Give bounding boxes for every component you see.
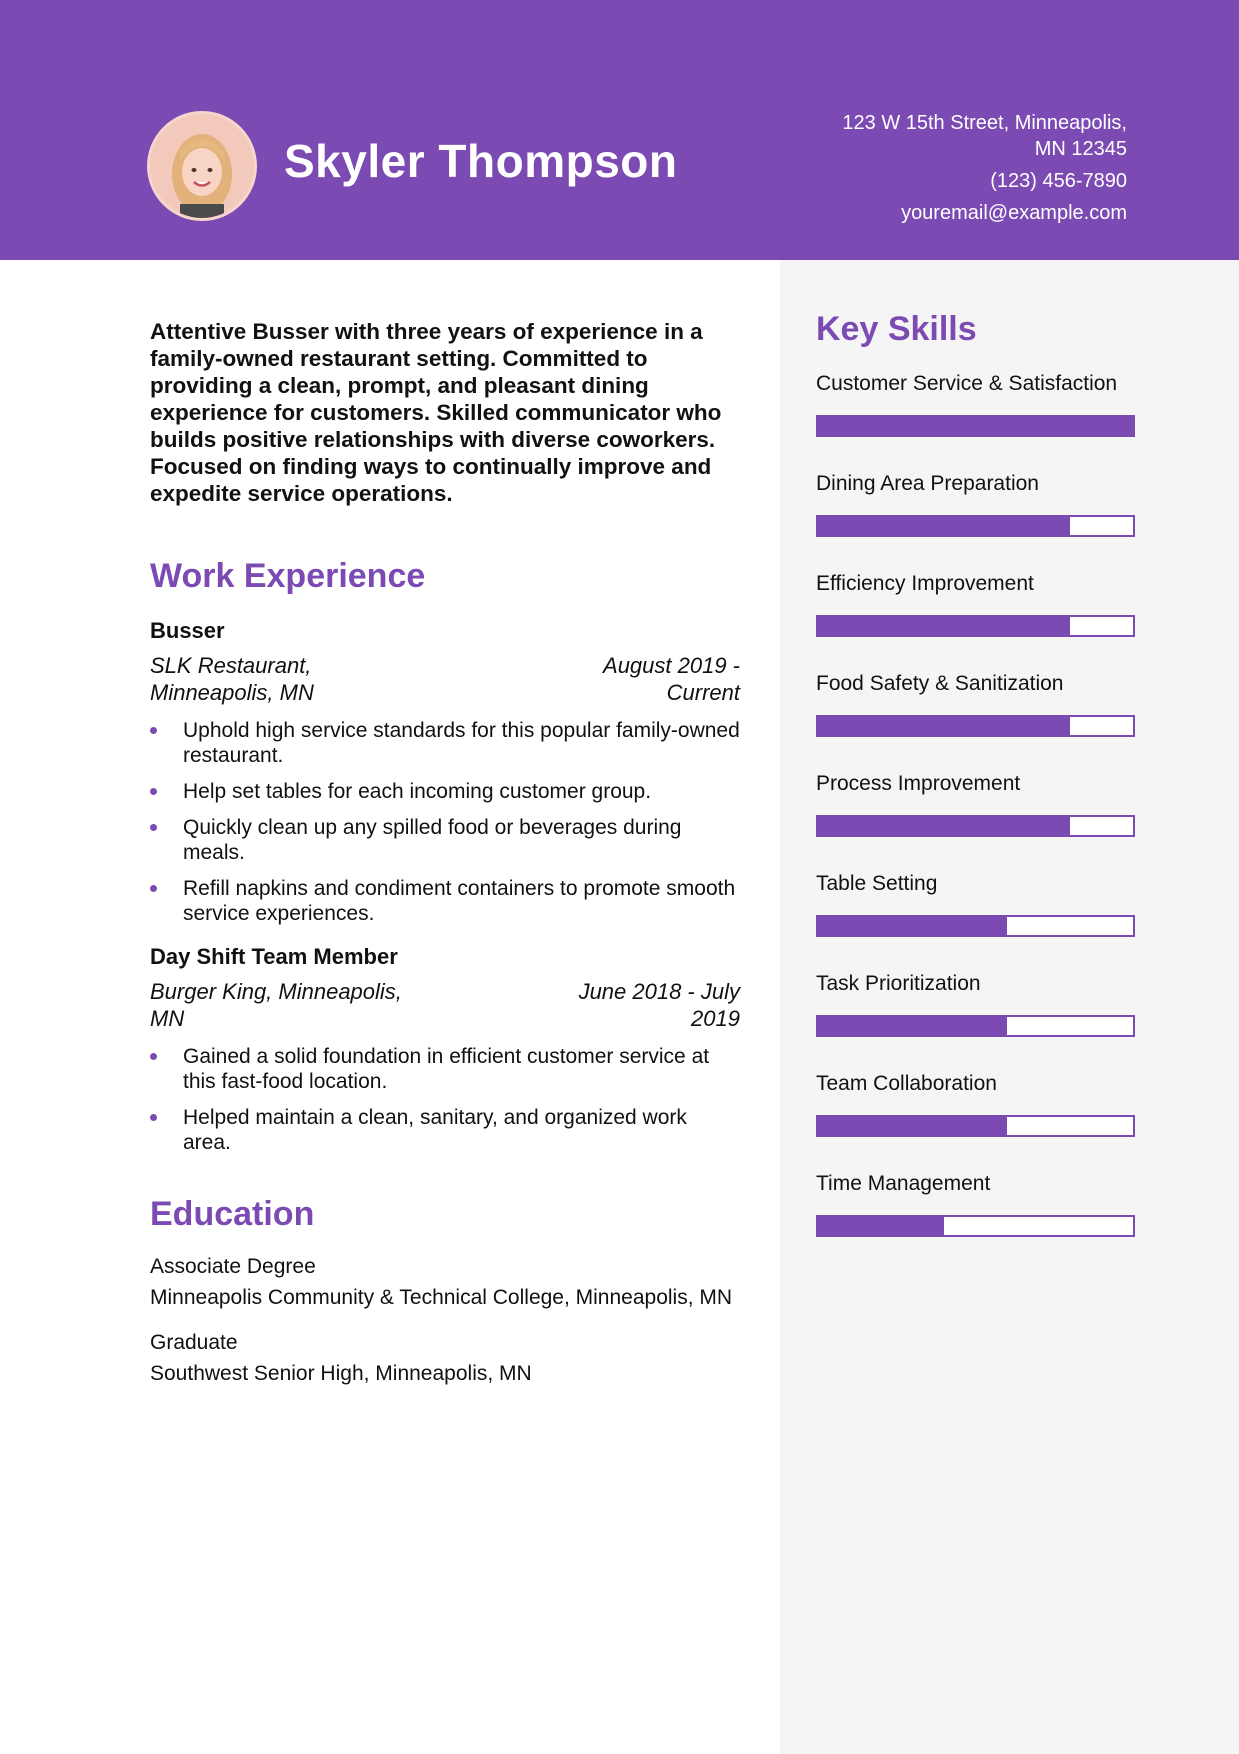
skill-level-bar	[816, 515, 1135, 537]
address-line-1: 123 W 15th Street, Minneapolis,	[842, 112, 1127, 134]
skill-level-bar	[816, 615, 1135, 637]
skill-name: Food Safety & Sanitization	[816, 672, 1064, 695]
skill-level-fill	[818, 1017, 1007, 1035]
skill-item	[816, 571, 1136, 637]
skill-level-fill	[818, 1217, 944, 1235]
job-date-line-2: 2019	[691, 1006, 740, 1031]
list-item: Helped maintain a clean, sanitary, and organized work area.	[150, 1105, 740, 1155]
skill-name: Customer Service & Satisfaction	[816, 372, 1118, 395]
email: youremail@example.com	[901, 202, 1127, 224]
education-entry	[150, 1330, 740, 1386]
skill-level-bar	[816, 915, 1135, 937]
list-item: Refill napkins and condiment containers to promote smooth service experiences.	[150, 876, 740, 926]
job-meta	[150, 652, 740, 706]
job-title: Day Shift Team Member	[150, 944, 398, 969]
skill-item	[816, 1071, 1136, 1137]
skill-name: Table Setting	[816, 872, 938, 895]
skill-level-fill	[818, 517, 1070, 535]
skill-name: Efficiency Improvement	[816, 572, 1034, 595]
summary-paragraph: Attentive Busser with three years of experience in a family-owned restaurant setting. Committed to providing a clean, prompt, and pleasant dining experience for customers. Skilled communicator who builds positive relationships with diverse coworkers. Focused on finding ways to continually improve and expedite service operations.	[150, 319, 722, 506]
list-item: Gained a solid foundation in efficient customer service at this fast-food location.	[150, 1044, 740, 1094]
education-school: Minneapolis Community & Technical College, Minneapolis, MN	[150, 1286, 733, 1309]
list-item: Help set tables for each incoming customer group.	[150, 779, 740, 804]
skill-item	[816, 771, 1136, 837]
skill-level-fill	[818, 717, 1070, 735]
list-item: Uphold high service standards for this popular family-owned restaurant.	[150, 718, 740, 768]
skill-item	[816, 471, 1136, 537]
job-company-line-2: MN	[150, 1006, 185, 1031]
skills-section	[816, 310, 1136, 1271]
skill-item	[816, 871, 1136, 937]
avatar	[150, 114, 254, 218]
skill-level-fill	[818, 617, 1070, 635]
job-title: Busser	[150, 618, 225, 643]
skill-level-bar	[816, 715, 1135, 737]
skill-item	[816, 1171, 1136, 1237]
skill-level-fill	[818, 417, 1133, 435]
education-degree: Graduate	[150, 1331, 238, 1354]
education-school: Southwest Senior High, Minneapolis, MN	[150, 1362, 532, 1385]
job-bullets	[150, 718, 740, 926]
skill-level-bar	[816, 1015, 1135, 1037]
skill-item	[816, 971, 1136, 1037]
job-entry	[150, 944, 740, 1155]
education-degree: Associate Degree	[150, 1255, 316, 1278]
job-date-line-1: August 2019 -	[603, 653, 740, 678]
address-line-2: MN 12345	[1034, 138, 1127, 160]
skill-item	[816, 371, 1136, 437]
address	[787, 110, 1127, 162]
skill-item	[816, 671, 1136, 737]
skill-name: Process Improvement	[816, 772, 1021, 795]
skill-name: Team Collaboration	[816, 1072, 997, 1095]
job-bullets	[150, 1044, 740, 1155]
avatar-portrait-image	[150, 114, 254, 218]
job-dates	[579, 978, 740, 1032]
skill-name: Time Management	[816, 1172, 991, 1195]
job-company-line-2: Minneapolis, MN	[150, 680, 314, 705]
skill-level-fill	[818, 817, 1070, 835]
skill-level-bar	[816, 1115, 1135, 1137]
job-company	[150, 978, 402, 1032]
candidate-name: Skyler Thompson	[284, 135, 678, 187]
main-column	[150, 318, 740, 1386]
job-entry	[150, 618, 740, 926]
skills-list	[816, 371, 1136, 1237]
skill-level-bar	[816, 815, 1135, 837]
job-date-line-2: Current	[666, 680, 740, 705]
job-dates	[603, 652, 740, 706]
phone: (123) 456-7890	[990, 170, 1127, 192]
education-entry	[150, 1254, 740, 1310]
skill-level-bar	[816, 415, 1135, 437]
skill-name: Dining Area Preparation	[816, 472, 1039, 495]
work-experience-heading: Work Experience	[150, 557, 426, 595]
education-heading: Education	[150, 1195, 315, 1233]
skill-level-fill	[818, 917, 1007, 935]
job-company-line-1: SLK Restaurant,	[150, 653, 312, 678]
job-company-line-1: Burger King, Minneapolis,	[150, 979, 402, 1004]
skill-name: Task Prioritization	[816, 972, 981, 995]
job-meta	[150, 978, 740, 1032]
header-banner	[0, 0, 1239, 260]
contact-block	[787, 110, 1127, 232]
job-date-line-1: June 2018 - July	[578, 979, 740, 1004]
skill-level-fill	[818, 1117, 1007, 1135]
list-item: Quickly clean up any spilled food or beverages during meals.	[150, 815, 740, 865]
skill-level-bar	[816, 1215, 1135, 1237]
key-skills-heading: Key Skills	[816, 310, 977, 348]
job-company	[150, 652, 314, 706]
